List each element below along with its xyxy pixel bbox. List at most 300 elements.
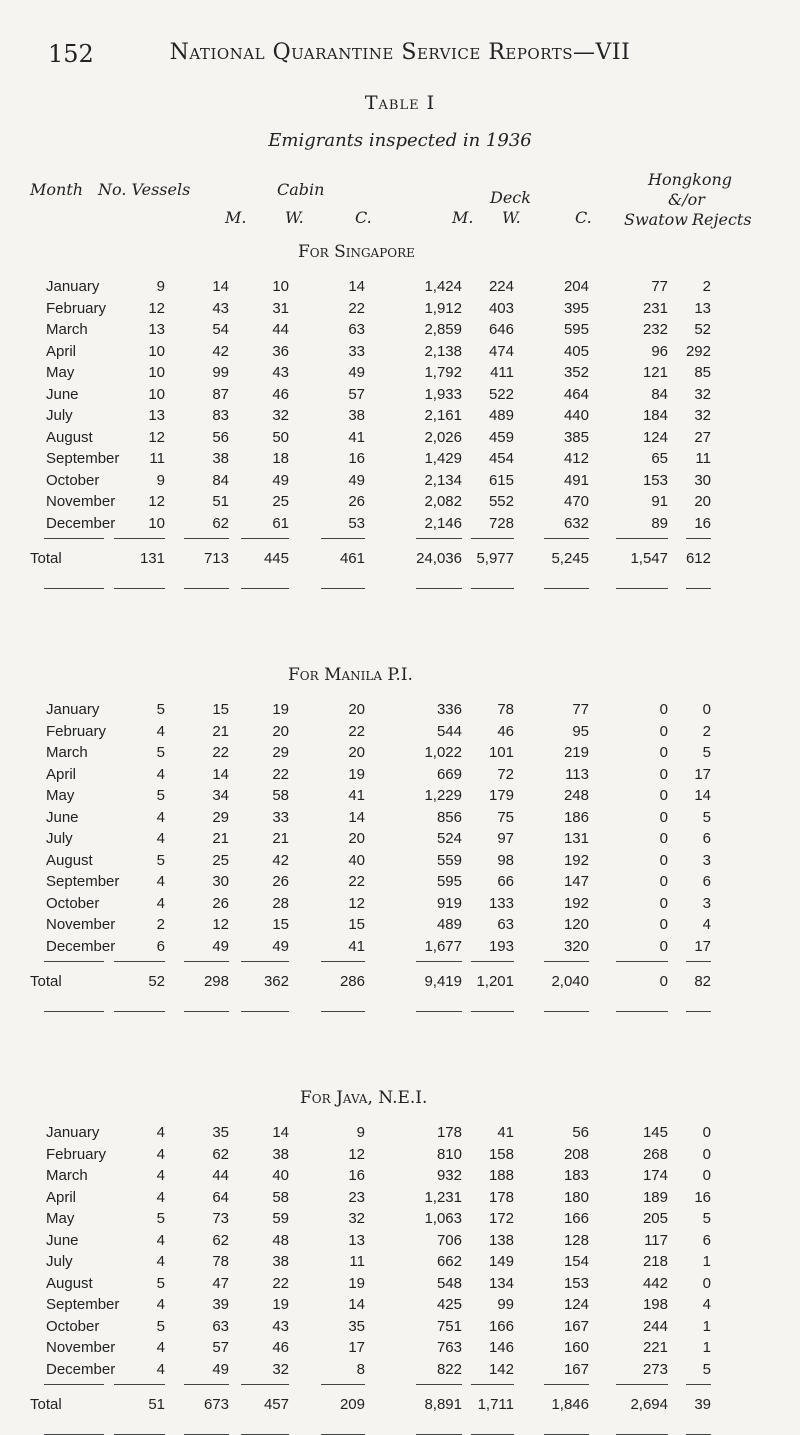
value-cell: 248 <box>563 787 589 804</box>
value-cell: 87 <box>212 385 229 403</box>
value-cell: 63 <box>497 916 514 933</box>
month-cell: August <box>46 1274 93 1292</box>
value-cell: 22 <box>272 1274 289 1292</box>
value-cell: 20 <box>348 744 365 761</box>
value-cell: 16 <box>348 450 365 467</box>
total-rule <box>471 538 514 539</box>
month-cell: October <box>46 471 100 489</box>
total-cell: 713 <box>203 550 229 567</box>
value-cell: 4 <box>156 1253 165 1270</box>
col-hongkong-and-or: &/or <box>668 190 705 209</box>
month-cell: April <box>46 342 77 360</box>
section-title: For Singapore <box>298 242 415 262</box>
table-row <box>0 343 800 365</box>
value-cell: 0 <box>659 851 668 869</box>
value-cell: 39 <box>212 1296 229 1313</box>
table-row <box>0 723 800 745</box>
value-cell: 470 <box>563 493 589 510</box>
value-cell: 205 <box>642 1210 668 1227</box>
value-cell: 548 <box>436 1274 462 1292</box>
total-rule <box>686 588 711 589</box>
value-cell: 22 <box>272 765 289 783</box>
value-cell: 464 <box>563 385 589 403</box>
value-cell: 89 <box>651 514 668 532</box>
value-cell: 15 <box>272 916 289 933</box>
month-cell: August <box>46 428 93 446</box>
running-header: National Quarantine Service Reports—VII <box>169 40 631 65</box>
value-cell: 21 <box>212 830 229 847</box>
total-rule <box>416 1011 462 1012</box>
value-cell: 320 <box>563 937 589 955</box>
value-cell: 41 <box>348 428 365 446</box>
total-cell: 2,694 <box>630 1396 668 1413</box>
value-cell: 188 <box>488 1167 514 1184</box>
value-cell: 5 <box>702 1210 711 1227</box>
value-cell: 56 <box>572 1124 589 1141</box>
col-swatow: Swatow <box>624 210 688 229</box>
value-cell: 0 <box>659 765 668 783</box>
total-cell: 0 <box>659 973 668 990</box>
value-cell: 1,231 <box>424 1188 462 1206</box>
value-cell: 32 <box>272 1360 289 1378</box>
value-cell: 49 <box>272 471 289 489</box>
total-rule <box>114 961 165 962</box>
total-rule <box>184 1011 229 1012</box>
month-cell: November <box>46 493 116 510</box>
month-cell: January <box>46 278 100 295</box>
month-cell: February <box>46 299 107 317</box>
value-cell: 142 <box>488 1360 514 1378</box>
value-cell: 15 <box>348 916 365 933</box>
value-cell: 158 <box>488 1145 514 1163</box>
table-row <box>0 938 800 960</box>
value-cell: 0 <box>702 701 711 718</box>
value-cell: 19 <box>348 765 365 783</box>
total-rule <box>184 588 229 589</box>
value-cell: 919 <box>436 894 462 912</box>
total-label: Total <box>30 550 62 567</box>
value-cell: 146 <box>488 1339 514 1356</box>
value-cell: 244 <box>642 1317 668 1335</box>
month-cell: August <box>46 851 93 869</box>
value-cell: 1,677 <box>424 937 462 955</box>
table-row <box>0 278 800 300</box>
value-cell: 1,022 <box>424 744 462 761</box>
value-cell: 84 <box>651 385 668 403</box>
value-cell: 20 <box>348 830 365 847</box>
value-cell: 35 <box>348 1317 365 1335</box>
value-cell: 53 <box>348 514 365 532</box>
table-row <box>0 701 800 723</box>
value-cell: 2,134 <box>424 471 462 489</box>
month-cell: December <box>46 1360 116 1378</box>
value-cell: 198 <box>642 1296 668 1313</box>
value-cell: 34 <box>212 787 229 804</box>
value-cell: 44 <box>212 1167 229 1184</box>
value-cell: 56 <box>212 428 229 446</box>
value-cell: 154 <box>563 1253 589 1270</box>
value-cell: 16 <box>694 1188 711 1206</box>
value-cell: 4 <box>156 1231 165 1249</box>
value-cell: 4 <box>156 765 165 783</box>
col-month: Month <box>30 180 84 199</box>
value-cell: 183 <box>563 1167 589 1184</box>
value-cell: 0 <box>659 873 668 890</box>
total-cell: 457 <box>263 1396 289 1413</box>
value-cell: 29 <box>212 808 229 826</box>
value-cell: 44 <box>272 321 289 338</box>
total-rule <box>321 1384 365 1385</box>
total-rule <box>184 961 229 962</box>
total-rule <box>616 1011 668 1012</box>
total-rule <box>544 1011 589 1012</box>
value-cell: 101 <box>488 744 514 761</box>
value-cell: 1,792 <box>424 364 462 381</box>
value-cell: 12 <box>148 299 165 317</box>
month-cell: November <box>46 1339 116 1356</box>
month-cell: December <box>46 937 116 955</box>
value-cell: 32 <box>348 1210 365 1227</box>
value-cell: 21 <box>212 722 229 740</box>
value-cell: 13 <box>148 407 165 424</box>
value-cell: 0 <box>702 1145 711 1163</box>
value-cell: 121 <box>642 364 668 381</box>
month-cell: July <box>46 1253 73 1270</box>
value-cell: 179 <box>488 787 514 804</box>
value-cell: 9 <box>156 278 165 295</box>
value-cell: 4 <box>156 1167 165 1184</box>
value-cell: 26 <box>272 873 289 890</box>
value-cell: 4 <box>156 808 165 826</box>
month-cell: March <box>46 1167 88 1184</box>
value-cell: 2,146 <box>424 514 462 532</box>
value-cell: 160 <box>563 1339 589 1356</box>
total-rule <box>114 1434 165 1435</box>
total-cell: 673 <box>203 1396 229 1413</box>
value-cell: 33 <box>272 808 289 826</box>
table-row <box>0 493 800 515</box>
value-cell: 2 <box>702 278 711 295</box>
value-cell: 57 <box>348 385 365 403</box>
value-cell: 5 <box>156 1317 165 1335</box>
value-cell: 219 <box>563 744 589 761</box>
table-row <box>0 321 800 343</box>
value-cell: 147 <box>563 873 589 890</box>
value-cell: 30 <box>212 873 229 890</box>
value-cell: 4 <box>156 1360 165 1378</box>
total-row <box>0 550 800 572</box>
total-cell: 362 <box>263 973 289 990</box>
value-cell: 1,429 <box>424 450 462 467</box>
value-cell: 632 <box>563 514 589 532</box>
value-cell: 172 <box>488 1210 514 1227</box>
total-cell: 39 <box>694 1396 711 1413</box>
value-cell: 36 <box>272 342 289 360</box>
value-cell: 14 <box>212 765 229 783</box>
value-cell: 336 <box>436 701 462 718</box>
value-cell: 167 <box>563 1360 589 1378</box>
value-cell: 25 <box>212 851 229 869</box>
value-cell: 174 <box>642 1167 668 1184</box>
value-cell: 2,138 <box>424 342 462 360</box>
value-cell: 22 <box>348 299 365 317</box>
value-cell: 50 <box>272 428 289 446</box>
col-deck-c: C. <box>575 208 592 227</box>
value-cell: 54 <box>212 321 229 338</box>
table-row <box>0 1296 800 1318</box>
table-row <box>0 1318 800 1340</box>
value-cell: 91 <box>651 493 668 510</box>
value-cell: 4 <box>702 916 711 933</box>
value-cell: 932 <box>436 1167 462 1184</box>
value-cell: 75 <box>497 808 514 826</box>
total-rule <box>114 538 165 539</box>
value-cell: 27 <box>694 428 711 446</box>
total-rule <box>321 961 365 962</box>
total-cell: 286 <box>339 973 365 990</box>
value-cell: 98 <box>497 851 514 869</box>
total-rule <box>544 1434 589 1435</box>
value-cell: 5 <box>702 744 711 761</box>
total-rule <box>321 1011 365 1012</box>
value-cell: 16 <box>348 1167 365 1184</box>
value-cell: 63 <box>212 1317 229 1335</box>
value-cell: 751 <box>436 1317 462 1335</box>
month-cell: June <box>46 1231 79 1249</box>
value-cell: 51 <box>212 493 229 510</box>
value-cell: 9 <box>156 471 165 489</box>
value-cell: 131 <box>563 830 589 847</box>
month-cell: September <box>46 450 120 467</box>
value-cell: 12 <box>148 428 165 446</box>
value-cell: 30 <box>694 471 711 489</box>
total-cell: 9,419 <box>424 973 462 990</box>
total-rule <box>471 1384 514 1385</box>
total-rule <box>241 1434 289 1435</box>
total-rule <box>241 1011 289 1012</box>
table-row <box>0 787 800 809</box>
table-row <box>0 1361 800 1383</box>
value-cell: 595 <box>436 873 462 890</box>
value-cell: 352 <box>563 364 589 381</box>
value-cell: 52 <box>694 321 711 338</box>
total-label: Total <box>30 1396 62 1413</box>
value-cell: 166 <box>488 1317 514 1335</box>
value-cell: 31 <box>272 299 289 317</box>
value-cell: 12 <box>348 894 365 912</box>
value-cell: 33 <box>348 342 365 360</box>
value-cell: 763 <box>436 1339 462 1356</box>
value-cell: 78 <box>212 1253 229 1270</box>
value-cell: 57 <box>212 1339 229 1356</box>
value-cell: 9 <box>356 1124 365 1141</box>
value-cell: 43 <box>212 299 229 317</box>
value-cell: 412 <box>563 450 589 467</box>
table-row <box>0 916 800 938</box>
value-cell: 41 <box>348 787 365 804</box>
value-cell: 204 <box>563 278 589 295</box>
month-cell: December <box>46 514 116 532</box>
col-cabin-c: C. <box>355 208 372 227</box>
value-cell: 1 <box>702 1317 711 1335</box>
total-rule <box>416 588 462 589</box>
value-cell: 11 <box>149 450 165 467</box>
total-rule <box>616 1434 668 1435</box>
total-rule <box>321 538 365 539</box>
value-cell: 6 <box>156 937 165 955</box>
total-rule <box>686 1384 711 1385</box>
value-cell: 522 <box>488 385 514 403</box>
value-cell: 49 <box>212 937 229 955</box>
col-cabin: Cabin <box>277 180 325 199</box>
table-row <box>0 873 800 895</box>
value-cell: 153 <box>563 1274 589 1292</box>
value-cell: 662 <box>436 1253 462 1270</box>
total-rule <box>184 538 229 539</box>
total-row <box>0 1396 800 1418</box>
month-cell: February <box>46 1145 107 1163</box>
total-cell: 51 <box>148 1396 165 1413</box>
total-cell: 82 <box>694 973 711 990</box>
col-deck-w: W. <box>502 208 521 227</box>
value-cell: 385 <box>563 428 589 446</box>
value-cell: 1,912 <box>424 299 462 317</box>
value-cell: 706 <box>436 1231 462 1249</box>
total-rule <box>241 1384 289 1385</box>
value-cell: 425 <box>436 1296 462 1313</box>
total-rule <box>544 961 589 962</box>
value-cell: 5 <box>156 851 165 869</box>
value-cell: 58 <box>272 1188 289 1206</box>
table-row <box>0 1210 800 1232</box>
value-cell: 2,161 <box>424 407 462 424</box>
col-hongkong: Hongkong <box>648 170 733 189</box>
value-cell: 292 <box>685 342 711 360</box>
value-cell: 411 <box>490 364 514 381</box>
month-cell: June <box>46 385 79 403</box>
value-cell: 99 <box>212 364 229 381</box>
total-rule <box>44 538 104 539</box>
value-cell: 0 <box>659 937 668 955</box>
value-cell: 19 <box>272 1296 289 1313</box>
value-cell: 474 <box>488 342 514 360</box>
value-cell: 38 <box>272 1253 289 1270</box>
total-cell: 209 <box>339 1396 365 1413</box>
total-rule <box>321 588 365 589</box>
value-cell: 38 <box>272 1145 289 1163</box>
value-cell: 21 <box>272 830 289 847</box>
value-cell: 0 <box>659 787 668 804</box>
value-cell: 61 <box>272 514 289 532</box>
total-rule <box>686 1434 711 1435</box>
value-cell: 84 <box>212 471 229 489</box>
month-cell: June <box>46 808 79 826</box>
table-row <box>0 300 800 322</box>
total-row <box>0 973 800 995</box>
value-cell: 145 <box>642 1124 668 1141</box>
value-cell: 28 <box>272 894 289 912</box>
table-row <box>0 386 800 408</box>
value-cell: 43 <box>272 1317 289 1335</box>
value-cell: 4 <box>156 873 165 890</box>
value-cell: 13 <box>148 321 165 338</box>
value-cell: 822 <box>436 1360 462 1378</box>
total-cell: 52 <box>148 973 165 990</box>
col-rejects: Rejects <box>692 210 752 229</box>
value-cell: 0 <box>659 916 668 933</box>
month-cell: September <box>46 873 120 890</box>
value-cell: 58 <box>272 787 289 804</box>
total-rule <box>686 538 711 539</box>
value-cell: 1,424 <box>424 278 462 295</box>
total-cell: 2,040 <box>551 973 589 990</box>
total-rule <box>471 961 514 962</box>
value-cell: 134 <box>488 1274 514 1292</box>
month-cell: March <box>46 321 88 338</box>
table-row <box>0 1339 800 1361</box>
value-cell: 4 <box>156 894 165 912</box>
value-cell: 178 <box>436 1124 462 1141</box>
value-cell: 38 <box>348 407 365 424</box>
value-cell: 63 <box>348 321 365 338</box>
value-cell: 64 <box>212 1188 229 1206</box>
value-cell: 1 <box>702 1253 711 1270</box>
page-number: 152 <box>48 40 94 68</box>
total-rule <box>241 538 289 539</box>
value-cell: 40 <box>348 851 365 869</box>
value-cell: 232 <box>642 321 668 338</box>
value-cell: 32 <box>694 385 711 403</box>
value-cell: 72 <box>497 765 514 783</box>
value-cell: 66 <box>497 873 514 890</box>
value-cell: 0 <box>702 1167 711 1184</box>
value-cell: 0 <box>659 830 668 847</box>
table-row <box>0 1232 800 1254</box>
value-cell: 2 <box>156 916 165 933</box>
value-cell: 5 <box>702 808 711 826</box>
total-cell: 1,201 <box>476 973 514 990</box>
value-cell: 96 <box>651 342 668 360</box>
value-cell: 489 <box>488 407 514 424</box>
value-cell: 14 <box>694 787 711 804</box>
value-cell: 43 <box>272 364 289 381</box>
total-label: Total <box>30 973 62 990</box>
table-row <box>0 472 800 494</box>
value-cell: 133 <box>488 894 514 912</box>
value-cell: 97 <box>497 830 514 847</box>
value-cell: 18 <box>272 450 289 467</box>
total-rule <box>616 961 668 962</box>
value-cell: 85 <box>694 364 711 381</box>
value-cell: 22 <box>348 722 365 740</box>
value-cell: 23 <box>348 1188 365 1206</box>
value-cell: 1,063 <box>424 1210 462 1227</box>
value-cell: 552 <box>488 493 514 510</box>
value-cell: 646 <box>488 321 514 338</box>
value-cell: 59 <box>272 1210 289 1227</box>
value-cell: 403 <box>488 299 514 317</box>
table-title: Table I <box>364 92 436 114</box>
value-cell: 46 <box>272 385 289 403</box>
value-cell: 20 <box>348 701 365 718</box>
value-cell: 12 <box>348 1145 365 1163</box>
value-cell: 13 <box>694 299 711 317</box>
value-cell: 0 <box>702 1274 711 1292</box>
table-row <box>0 1146 800 1168</box>
value-cell: 15 <box>212 701 229 718</box>
value-cell: 454 <box>488 450 514 467</box>
total-cell: 1,711 <box>477 1396 514 1413</box>
